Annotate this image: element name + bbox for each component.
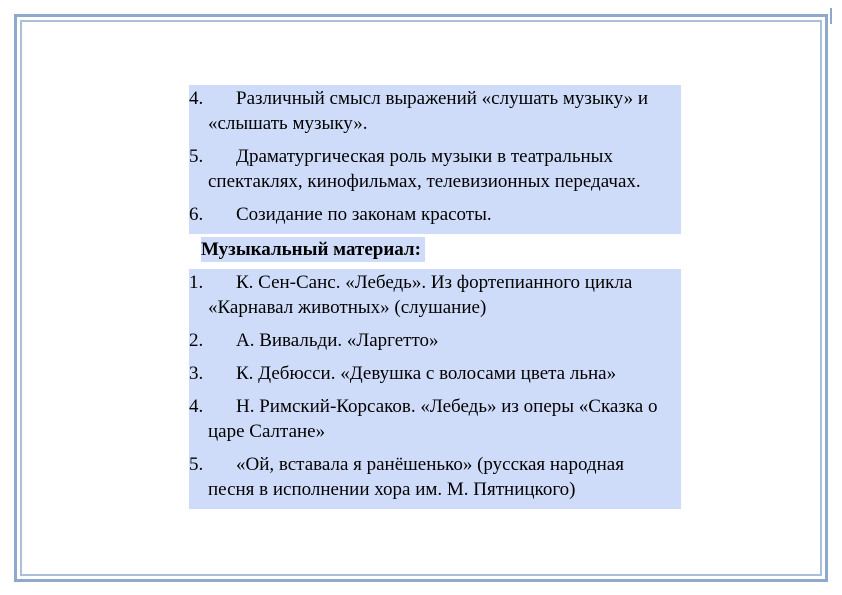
list-item (189, 269, 681, 327)
list-item-text: «Ой, вставала я ранёшенько» (русская народная песня в исполнении хора им. М. Пятницкого) (208, 454, 624, 500)
list-item-number: 5. (189, 454, 204, 475)
text-content (189, 85, 681, 509)
list-item-number: 6. (189, 204, 204, 225)
heading-row (189, 234, 681, 269)
topics-list (189, 85, 681, 234)
list-item (189, 143, 681, 201)
list-item (189, 85, 681, 143)
list-item-text: Различный смысл выражений «слушать музыку» и «слышать музыку». (208, 88, 649, 134)
list-item (189, 451, 681, 509)
list-item-number: 3. (189, 363, 204, 384)
frame-corner-accent (824, 8, 832, 24)
section-heading: Музыкальный материал: (201, 237, 425, 262)
list-item (189, 327, 681, 360)
list-item-text: А. Вивальди. «Ларгетто» (236, 330, 439, 351)
list-item-text: Драматургическая роль музыки в театральных спектаклях, кинофильмах, телевизионных передачах. (208, 146, 641, 192)
list-item-number: 5. (189, 146, 204, 167)
list-item-number: 4. (189, 88, 204, 109)
music-material-list (189, 269, 681, 509)
list-item-text: Н. Римский-Корсаков. «Лебедь» из оперы «Сказка о царе Салтане» (208, 396, 658, 442)
list-item-number: 1. (189, 272, 204, 293)
list-item-number: 2. (189, 330, 204, 351)
list-item-number: 4. (189, 396, 204, 417)
list-item (189, 393, 681, 451)
list-item-text: К. Дебюсси. «Девушка с волосами цвета льна» (236, 363, 617, 384)
list-item-text: Созидание по законам красоты. (236, 204, 492, 225)
list-item-text: К. Сен-Санс. «Лебедь». Из фортепианного цикла «Карнавал животных» (слушание) (208, 272, 633, 318)
list-item (189, 201, 681, 234)
list-item (189, 360, 681, 393)
